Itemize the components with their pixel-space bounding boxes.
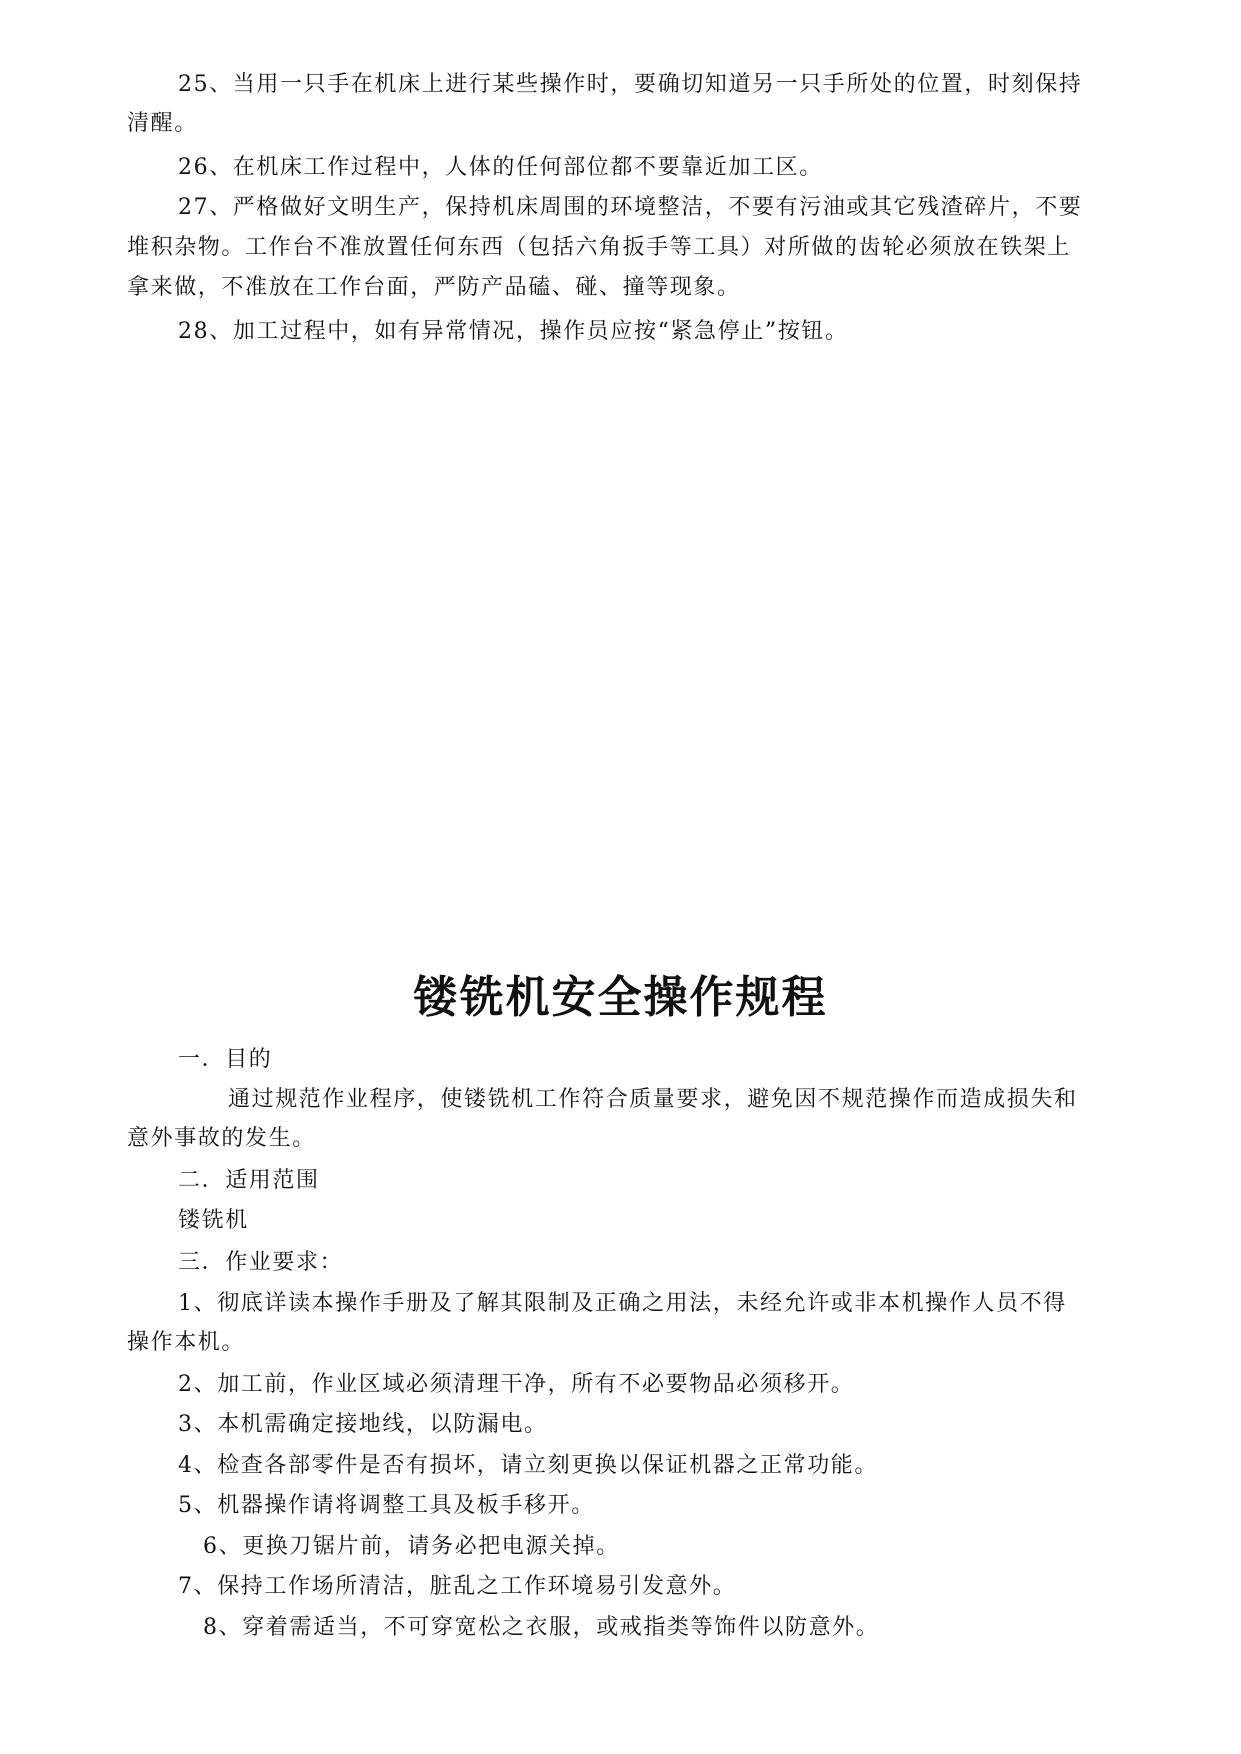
document-title: 镂铣机安全操作规程 [413, 972, 828, 1023]
rule-27-line-2: 堆积杂物。工作台不准放置任何东西（包括六角扳手等工具）对所做的齿轮必须放在铁架上 [127, 235, 1072, 260]
requirement-3: 3、本机需确定接地线，以防漏电。 [178, 1412, 548, 1437]
rule-25-line-2: 清醒。 [127, 111, 198, 136]
rule-26: 26、在机床工作过程中，人体的任何部位都不要靠近加工区。 [178, 155, 823, 180]
requirement-1-line-2: 操作本机。 [127, 1330, 246, 1355]
scope-text: 镂铣机 [178, 1208, 249, 1233]
requirement-1-line-1: 1、彻底详读本操作手册及了解其限制及正确之用法，未经允许或非本机操作人员不得 [178, 1291, 1067, 1316]
rule-27-line-3: 拿来做，不准放在工作台面，严防产品磕、碰、撞等现象。 [127, 275, 741, 300]
purpose-text-line-1: 通过规范作业程序，使镂铣机工作符合质量要求，避免因不规范操作而造成损失和 [228, 1087, 1078, 1112]
scope-heading: 二．适用范围 [178, 1168, 320, 1193]
requirements-heading: 三．作业要求： [178, 1250, 344, 1275]
requirement-8: 8、穿着需适当，不可穿宽松之衣服，或戒指类等饰件以防意外。 [203, 1615, 880, 1640]
rule-27-line-1: 27、严格做好文明生产，保持机床周围的环境整洁，不要有污油或其它残渣碎片，不要 [178, 195, 1083, 220]
rule-25-line-1: 25、当用一只手在机床上进行某些操作时，要确切知道另一只手所处的位置，时刻保持 [178, 72, 1083, 97]
requirement-4: 4、检查各部零件是否有损坏，请立刻更换以保证机器之正常功能。 [178, 1453, 878, 1478]
requirement-6: 6、更换刀锯片前，请务必把电源关掉。 [203, 1534, 620, 1559]
purpose-heading: 一．目的 [178, 1047, 273, 1072]
requirement-5: 5、机器操作请将调整工具及板手移开。 [178, 1493, 595, 1518]
purpose-text-line-2: 意外事故的发生。 [127, 1126, 316, 1151]
requirement-7: 7、保持工作场所清洁，脏乱之工作环境易引发意外。 [178, 1574, 737, 1599]
requirement-2: 2、加工前，作业区域必须清理干净，所有不必要物品必须移开。 [178, 1372, 855, 1397]
rule-28: 28、加工过程中，如有异常情况，操作员应按“紧急停止”按钮。 [178, 319, 849, 344]
